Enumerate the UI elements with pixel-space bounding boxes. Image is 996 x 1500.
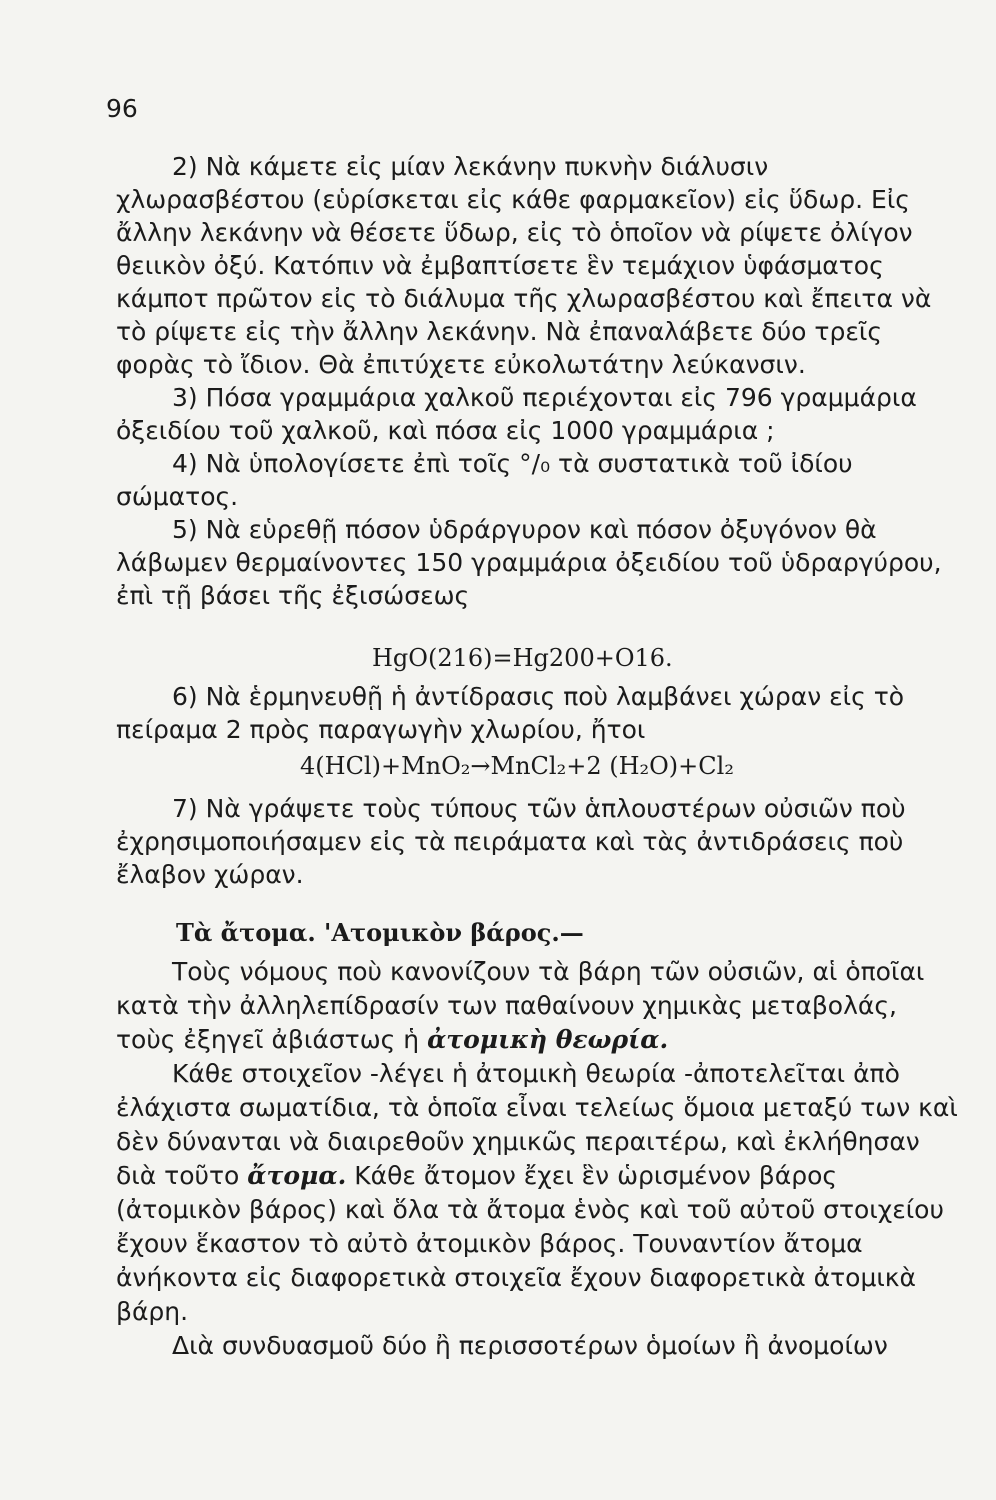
- atomic-theory-term: ἀτομικὴ θεωρία.: [427, 1025, 669, 1054]
- exercise-list: [116, 150, 956, 612]
- exercise-4: 4) Νὰ ὑπολογίσετε ἐπὶ τοῖς °/₀ τὰ συστατικὰ τοῦ ἰδίου σώματος.: [116, 449, 853, 511]
- paragraph-atoms-text-1: Κάθε στοιχεῖον -λέγει ἡ ἀτομικὴ θεωρία -ἀποτελεῖται ἀπὸ ἐλάχιστα σωματίδια, τὰ ὁποῖα εἶναι τελείως ὅμοια μεταξύ των καὶ δὲν δύνανται νὰ διαιρεθοῦν χημικῶς περαιτέρω, καὶ ἐκλήθησαν διὰ τοῦτο: [116, 1059, 958, 1190]
- atoms-term: ἄτομα.: [247, 1161, 347, 1190]
- section-body: [116, 955, 962, 1363]
- formula-hgo: HgO(216)=Hg200+O16.: [372, 644, 673, 672]
- exercise-7: 7) Νὰ γράψετε τοὺς τύπους τῶν ἁπλουστέρων οὐσιῶν ποὺ ἐχρησιμοποιήσαμεν εἰς τὰ πειράματα καὶ τὰς ἀντιδράσεις ποὺ ἔλαβον χώραν.: [116, 794, 906, 889]
- exercise-3: 3) Πόσα γραμμάρια χαλκοῦ περιέχονται εἰς 796 γραμμάρια ὀξειδίου τοῦ χαλκοῦ, καὶ πόσα εἰς 1000 γραμμάρια ;: [116, 383, 917, 445]
- paragraph-atoms: [116, 1057, 962, 1329]
- section-heading: Τὰ ἄτομα. 'Ατομικὸν βάρος.—: [176, 918, 584, 947]
- paragraph-combination: Διὰ συνδυασμοῦ δύο ἢ περισσοτέρων ὁμοίων ἢ ἀνομοίων: [172, 1331, 888, 1360]
- exercise-6-block: [116, 680, 956, 746]
- page-number: 96: [106, 94, 138, 123]
- paragraph-laws-text: Τοὺς νόμους ποὺ κανονίζουν τὰ βάρη τῶν οὐσιῶν, αἱ ὁποῖαι κατὰ τὴν ἀλληλεπίδρασίν των παθαίνουν χημικὰς μεταβολάς, τοὺς ἐξηγεῖ ἀβιάστως ἡ: [116, 957, 925, 1054]
- exercise-7-block: [116, 792, 956, 891]
- paragraph-laws: [116, 955, 962, 1057]
- exercise-5: 5) Νὰ εὑρεθῇ πόσον ὑδράργυρον καὶ πόσον ὀξυγόνον θὰ λάβωμεν θερμαίνοντες 150 γραμμάρια ὀξειδίου τοῦ ὑδραργύρου, ἐπὶ τῇ βάσει τῆς ἐξισώσεως: [116, 515, 942, 610]
- exercise-6: 6) Νὰ ἑρμηνευθῇ ἡ ἀντίδρασις ποὺ λαμβάνει χώραν εἰς τὸ πείραμα 2 πρὸς παραγωγὴν χλωρίου, ἤτοι: [116, 682, 905, 744]
- formula-chlorine: 4(HCl)+MnO₂→MnCl₂+2 (H₂O)+Cl₂: [300, 752, 734, 780]
- paragraph-atoms-text-2: Κάθε ἄτομον ἔχει ἓν ὡρισμένον βάρος (ἀτομικὸν βάρος) καὶ ὅλα τὰ ἄτομα ἑνὸς καὶ τοῦ αὐτοῦ στοιχείου ἔχουν ἕκαστον τὸ αὐτὸ ἀτομικὸν βάρος. Τουναντίον ἄτομα ἀνήκοντα εἰς διαφορετικὰ στοιχεῖα ἔχουν διαφορετικὰ ἀτομικὰ βάρη.: [116, 1161, 944, 1326]
- exercise-2: 2) Νὰ κάμετε εἰς μίαν λεκάνην πυκνὴν διάλυσιν χλωρασβέστου (εὑρίσκεται εἰς κάθε φαρμακεῖον) εἰς ὕδωρ. Εἰς ἄλλην λεκάνην νὰ θέσετε ὕδωρ, εἰς τὸ ὁποῖον νὰ ρίψετε ὀλίγον θειικὸν ὀξύ. Κατόπιν νὰ ἐμβαπτίσετε ἓν τεμάχιον ὑφάσματος κάμποτ πρῶτον εἰς τὸ διάλυμα τῆς χλωρασβέστου καὶ ἔπειτα νὰ τὸ ρίψετε εἰς τὴν ἄλλην λεκάνην. Νὰ ἐπαναλάβετε δύο τρεῖς φορὰς τὸ ἴδιον. Θὰ ἐπιτύχετε εὐκολωτάτην λεύκανσιν.: [116, 152, 932, 379]
